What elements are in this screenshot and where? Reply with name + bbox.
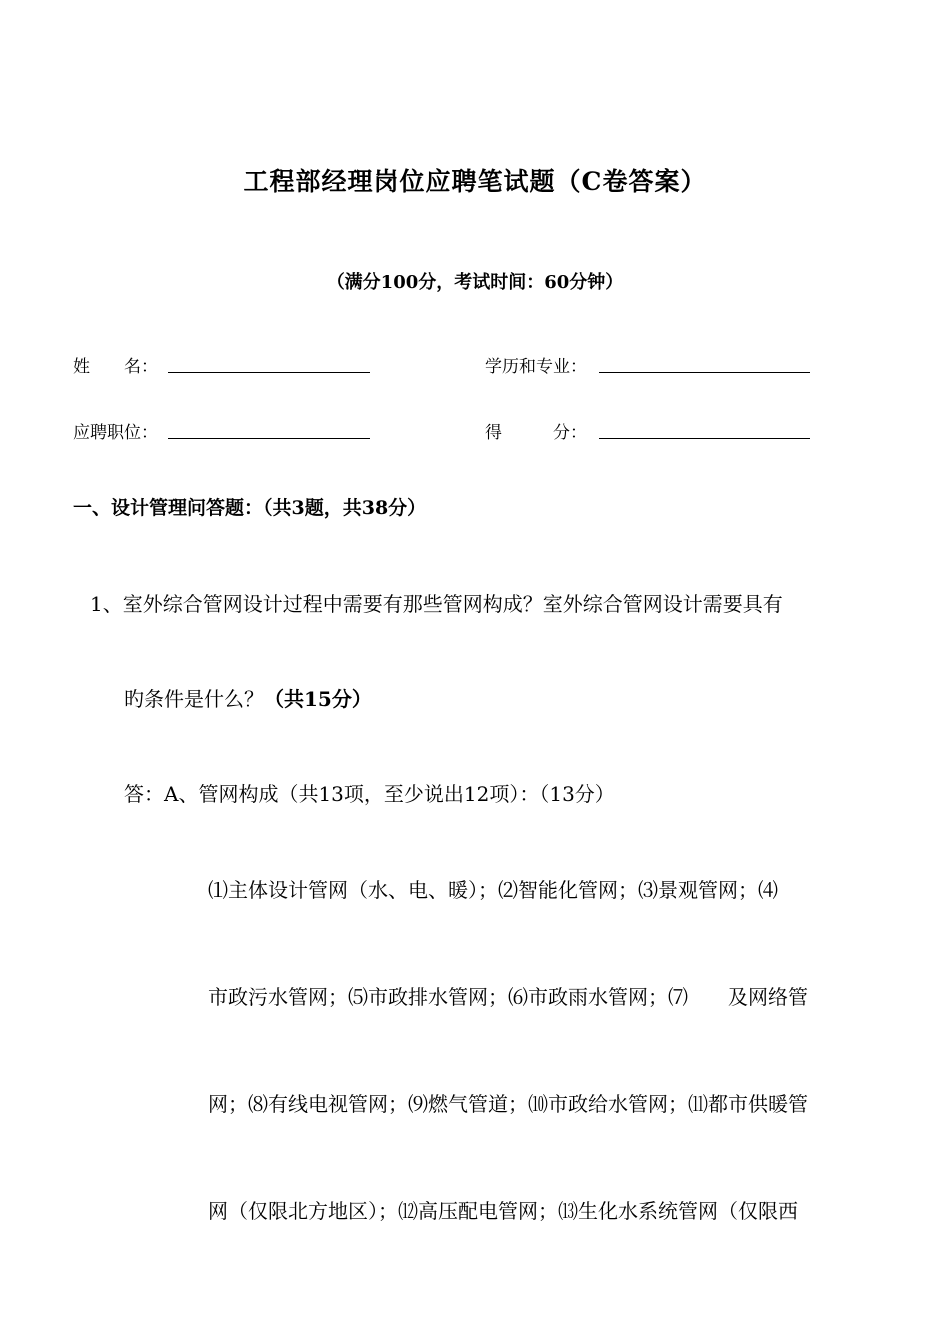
- question-1-points: （共15分）: [264, 687, 372, 711]
- education-major-label: 学历和专业：: [485, 357, 587, 377]
- score-field-line: [599, 438, 810, 439]
- answer-items-line-3: 网；⑻有线电视管网；⑼燃气管道；⑽市政给水管网；⑾都市供暖管: [208, 1092, 808, 1116]
- answer-items-line-4: 网（仅限北方地区）；⑿高压配电管网；⒀生化水系统管网（仅限西: [208, 1199, 798, 1223]
- section-heading: 一、设计管理问答题：（共3题，共38分）: [73, 497, 427, 519]
- score-label: 得 分：: [485, 423, 587, 443]
- position-label: 应聘职位：: [73, 423, 158, 443]
- question-1-line-2-text: 旳条件是什么？: [124, 687, 264, 711]
- position-field-line: [168, 438, 370, 439]
- question-1-line-2: [124, 683, 372, 712]
- document-title: 工程部经理岗位应聘笔试题（C卷答案）: [243, 167, 707, 196]
- document-subtitle: （满分100分，考试时间：60分钟）: [326, 272, 624, 293]
- question-1-line-1: 1、室外综合管网设计过程中需要有那些管网构成？室外综合管网设计需要具有: [90, 592, 783, 616]
- answer-items-line-1: ⑴主体设计管网（水、电、暖）；⑵智能化管网；⑶景观管网；⑷: [208, 878, 778, 902]
- name-label: 姓 名：: [73, 357, 158, 377]
- education-major-field-line: [599, 372, 810, 373]
- name-field-line: [168, 372, 370, 373]
- answer-items-line-2: 市政污水管网；⑸市政排水管网；⑹市政雨水管网；⑺ 及网络管: [208, 985, 808, 1009]
- answer-a-heading: 答：A、管网构成（共13项，至少说出12项）：（13分）: [124, 782, 615, 806]
